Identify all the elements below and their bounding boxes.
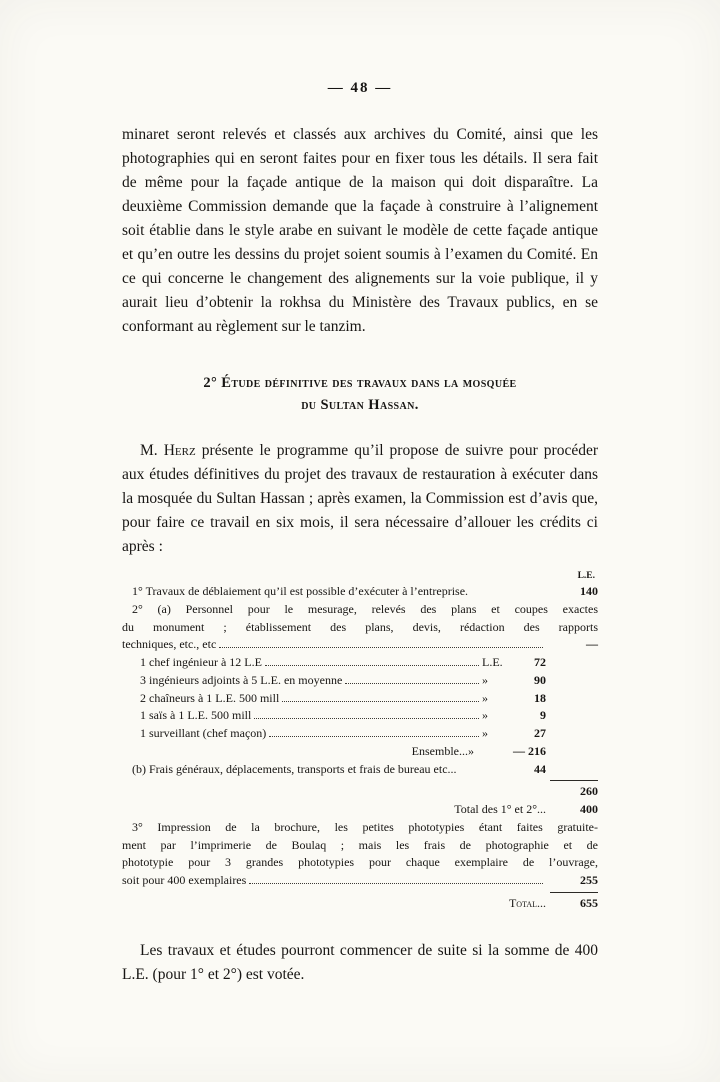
- row-label: Ensemble...: [411, 743, 468, 758]
- dot-leader: [265, 665, 479, 666]
- inner-amount: 44: [534, 761, 546, 776]
- dot-leader: [219, 647, 543, 648]
- dot-leader: [282, 701, 479, 702]
- credit-ledger: [122, 571, 598, 913]
- inner-amount: 90: [534, 672, 546, 687]
- row-label: (b) Frais généraux, déplacements, transports et frais de bureau etc...: [132, 761, 457, 776]
- paragraph-closing: Les travaux et études pourront commencer de suite si la somme de 400 L.E. (pour 1° et 2°) est votée.: [122, 941, 598, 983]
- sum-rule-line: [550, 892, 598, 893]
- row-label: Total...: [508, 895, 546, 910]
- section-heading: [122, 373, 598, 417]
- sum-rule-line: [550, 780, 598, 781]
- currency-header: L.E.: [577, 570, 595, 581]
- outer-amount: —: [586, 637, 598, 652]
- ledger-row-subtotal-260: [122, 783, 598, 801]
- page-number: — 48 —: [327, 80, 393, 96]
- ledger-row-grand-total: [122, 895, 598, 913]
- ledger-text-line: 2° (a) Personnel pour le mesurage, relevés des plans et coupes exactes: [132, 601, 598, 616]
- ledger-row-surveillant: [122, 725, 598, 743]
- herz-name: Herz: [163, 441, 196, 459]
- dot-leader: [254, 718, 479, 719]
- row-label: 1° Travaux de déblaiement qu’il est possible d’exécuter à l’entreprise.: [132, 584, 469, 599]
- inner-amount: 9: [540, 708, 546, 723]
- ledger-row-deblaiement: [122, 583, 598, 601]
- row-label: Total des 1° et 2°...: [454, 802, 546, 817]
- section-heading-line2: du Sultan Hassan.: [301, 396, 419, 413]
- paragraph-minaret: minaret seront relevés et classés aux archives du Comité, ainsi que les photographies qui en seront faites pour en fixer tous les détails. Il sera fait de même pour la façade antique de la maison qui doit disparaître. La deuxième Commission demande que la façade à construire à l’alignement soit établie dans le style arabe en suivant le modèle de cette façade antique et qu’en outre les dessins du projet soient soumis à l’examen du Comité. En ce qui concerne le changement des alignements sur la voie publique, il y aurait lieu d’obtenir la rokhsa du Ministère des Travaux publics, en se conformant au règlement sur le tanzim.: [122, 126, 598, 336]
- herz-text: présente le programme qu’il propose de suivre pour procéder aux études définitives du projet des travaux de restauration à exécuter dans la mosquée du Sultan Hassan ; après examen, la Commission est d’avis que, pour faire ce travail en six mois, il sera nécessaire d’allouer les crédits ci après :: [122, 441, 598, 555]
- outer-amount: 260: [580, 784, 598, 799]
- herz-prefix: M.: [140, 441, 158, 459]
- dot-leader: [249, 883, 543, 884]
- ledger-row-frais-generaux: [122, 761, 598, 779]
- currency-mark: »: [482, 708, 488, 723]
- row-label: 1 surveillant (chef maçon): [140, 726, 267, 741]
- outer-amount: 140: [580, 584, 598, 599]
- ledger-row-sais: [122, 707, 598, 725]
- row-label: 1 saïs à 1 L.E. 500 mill: [140, 708, 252, 723]
- ledger-row-ensemble: [122, 743, 598, 761]
- dot-leader: [269, 736, 479, 737]
- ledger-row-techniques: [122, 636, 598, 654]
- inner-amount: 72: [534, 655, 546, 670]
- ledger-row-chef-ingenieur: [122, 654, 598, 672]
- ledger-text-line: 3° Impression de la brochure, les petites phototypies étant faites gratuite-: [132, 819, 598, 834]
- outer-amount: 655: [580, 895, 598, 910]
- currency-mark: »: [482, 726, 488, 741]
- ledger-text-line: phototypie pour 3 grandes phototypies pour chaque exemplaire de l’ouvrage,: [122, 855, 598, 870]
- inner-amount: 18: [534, 690, 546, 705]
- row-label: techniques, etc., etc: [122, 637, 217, 652]
- section-heading-line1: 2° Étude définitive des travaux dans la mosquée: [203, 375, 517, 392]
- inner-amount: 27: [534, 726, 546, 741]
- ledger-text-line: du monument ; établissement des plans, devis, rédaction des rapports: [122, 619, 598, 634]
- ledger-row-total-1-2: [122, 801, 598, 819]
- currency-mark: »: [482, 690, 488, 705]
- paragraph-herz: [122, 439, 598, 559]
- row-label: soit pour 400 exemplaires: [122, 873, 247, 888]
- dot-leader: [345, 683, 479, 684]
- ledger-row-chaineurs: [122, 690, 598, 708]
- ledger-row-exemplaires: [122, 872, 598, 890]
- ledger-text-line: ment par l’imprimerie de Boulaq ; mais les frais de photographie et de: [122, 837, 598, 852]
- currency-mark: »: [482, 672, 488, 687]
- row-label: 1 chef ingénieur à 12 L.E: [140, 655, 262, 670]
- inner-amount: — 216: [513, 743, 546, 758]
- ledger-row-ingenieurs-adjoints: [122, 672, 598, 690]
- currency-mark: »: [468, 743, 474, 758]
- row-label: 3 ingénieurs adjoints à 5 L.E. en moyenne: [140, 672, 343, 687]
- currency-mark: L.E.: [482, 655, 503, 670]
- outer-amount: 400: [580, 802, 598, 817]
- row-label: 2 chaîneurs à 1 L.E. 500 mill: [140, 690, 280, 705]
- outer-amount: 255: [580, 873, 598, 888]
